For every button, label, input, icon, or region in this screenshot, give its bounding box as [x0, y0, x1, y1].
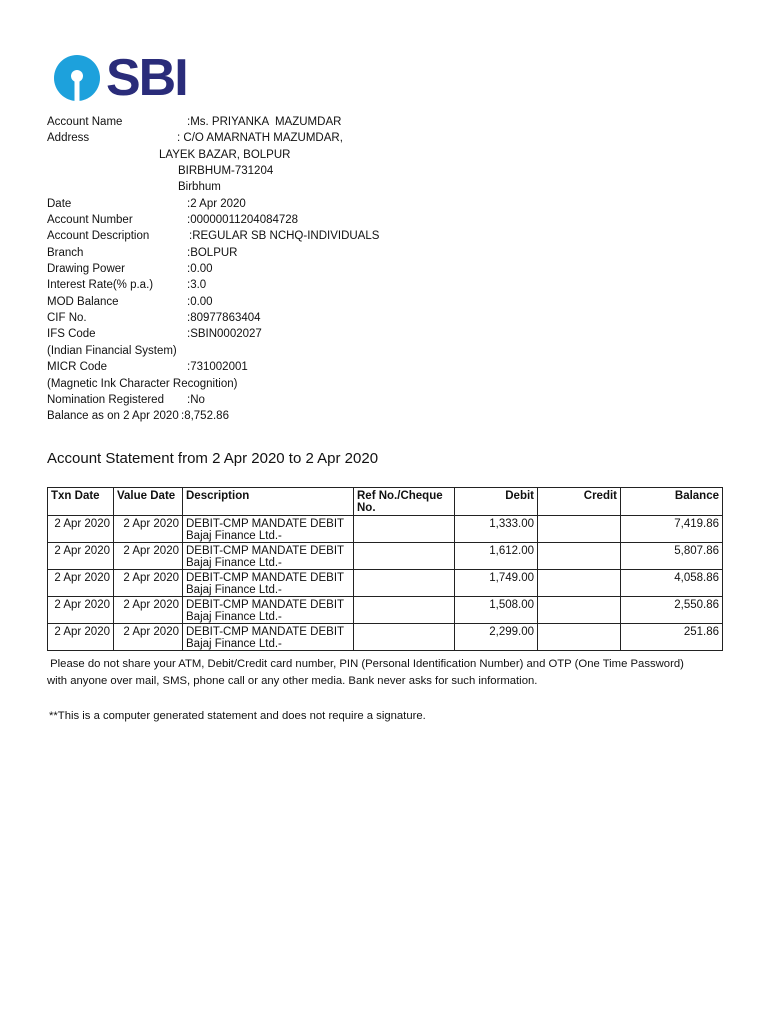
cell-txn-date: 2 Apr 2020: [48, 543, 114, 570]
col-credit: Credit: [538, 488, 621, 516]
field-label: Drawing Power: [47, 263, 125, 276]
field-value: :80977863404: [187, 312, 261, 325]
field-value: :BOLPUR: [187, 246, 238, 259]
col-description: Description: [183, 488, 354, 516]
description-line-2: Bajaj Finance Ltd.-: [186, 529, 282, 542]
cell-debit: 1,612.00: [455, 543, 538, 570]
description-line-1: DEBIT-CMP MANDATE DEBIT: [186, 572, 345, 584]
cell-description: [183, 570, 354, 597]
cell-debit: 1,508.00: [455, 597, 538, 624]
field-label: Interest Rate(% p.a.): [47, 279, 154, 292]
cell-value-date: 2 Apr 2020: [114, 570, 183, 597]
description-line-1: DEBIT-CMP MANDATE DEBIT: [186, 599, 345, 611]
cell-ref-no: [354, 597, 455, 624]
field-label: IFS Code: [47, 328, 96, 341]
sbi-logo: [54, 49, 187, 107]
field-value: :2 Apr 2020: [187, 197, 246, 210]
col-debit: Debit: [455, 488, 538, 516]
cell-ref-no: [354, 543, 455, 570]
cell-balance: 5,807.86: [621, 543, 723, 570]
notice-line-1: Please do not share your ATM, Debit/Credit card number, PIN (Personal Identification Number) and OTP (One Time Password): [47, 658, 684, 670]
table-header-row: [48, 488, 723, 516]
field-value: :0.00: [187, 263, 213, 276]
cell-credit: [538, 543, 621, 570]
cell-txn-date: 2 Apr 2020: [48, 570, 114, 597]
cell-value-date: 2 Apr 2020: [114, 597, 183, 624]
notice-line-2: with anyone over mail, SMS, phone call or any other media. Bank never asks for such information.: [47, 674, 538, 687]
col-balance: Balance: [621, 488, 723, 516]
table-row: [48, 570, 723, 597]
field-value: :Ms. PRIYANKA MAZUMDAR: [187, 116, 342, 128]
field-label: Account Name: [47, 116, 123, 128]
field-value: :00000011204084728: [187, 214, 299, 227]
cell-txn-date: 2 Apr 2020: [48, 597, 114, 624]
cell-credit: [538, 570, 621, 597]
cell-description: [183, 624, 354, 651]
field-value: :REGULAR SB NCHQ-INDIVIDUALS: [189, 230, 380, 243]
field-label: Nomination Registered: [47, 393, 164, 406]
field-label: (Magnetic Ink Character Recognition): [47, 377, 238, 390]
cell-txn-date: 2 Apr 2020: [48, 624, 114, 651]
field-label: Account Description: [47, 230, 150, 243]
sbi-keyhole-icon: [54, 55, 100, 101]
cell-balance: 251.86: [621, 624, 723, 651]
cell-value-date: 2 Apr 2020: [114, 516, 183, 543]
col-txn-date: Txn Date: [48, 488, 114, 516]
cell-value-date: 2 Apr 2020: [114, 624, 183, 651]
cell-description: [183, 597, 354, 624]
description-line-2: Bajaj Finance Ltd.-: [186, 583, 282, 596]
cell-credit: [538, 624, 621, 651]
field-value: :8,752.86: [181, 410, 229, 423]
field-value: :0.00: [187, 295, 213, 308]
footer-note: **This is a computer generated statement and does not require a signature.: [49, 710, 426, 722]
cell-debit: 1,333.00: [455, 516, 538, 543]
field-value: LAYEK BAZAR, BOLPUR: [159, 148, 291, 161]
field-value: Birbhum: [178, 181, 221, 194]
field-label: Date: [47, 197, 72, 210]
transactions-table: [47, 487, 723, 651]
cell-balance: 2,550.86: [621, 597, 723, 624]
col-value-date: Value Date: [114, 488, 183, 516]
description-line-1: DEBIT-CMP MANDATE DEBIT: [186, 518, 345, 530]
cell-balance: 4,058.86: [621, 570, 723, 597]
statement-title: Account Statement from 2 Apr 2020 to 2 Apr 2020: [47, 450, 379, 467]
cell-ref-no: [354, 516, 455, 543]
field-value: :No: [187, 393, 205, 406]
cell-debit: 2,299.00: [455, 624, 538, 651]
description-line-2: Bajaj Finance Ltd.-: [186, 610, 282, 623]
logo-text: SBI: [106, 49, 187, 107]
field-label: Address: [47, 132, 90, 145]
table-row: [48, 624, 723, 651]
table-row: [48, 516, 723, 543]
cell-debit: 1,749.00: [455, 570, 538, 597]
field-label: (Indian Financial System): [47, 344, 177, 357]
description-line-1: DEBIT-CMP MANDATE DEBIT: [186, 626, 345, 638]
field-value: BIRBHUM-731204: [178, 165, 274, 178]
field-value: :SBIN0002027: [187, 328, 262, 341]
field-label: MICR Code: [47, 361, 108, 374]
description-line-2: Bajaj Finance Ltd.-: [186, 637, 282, 650]
cell-value-date: 2 Apr 2020: [114, 543, 183, 570]
field-label: Branch: [47, 246, 84, 259]
table-row: [48, 597, 723, 624]
description-line-1: DEBIT-CMP MANDATE DEBIT: [186, 545, 345, 557]
field-value: :3.0: [187, 279, 207, 292]
col-ref-no: Ref No./Cheque No.: [354, 488, 455, 516]
field-label: Balance as on 2 Apr 2020: [47, 410, 179, 423]
table-row: [48, 543, 723, 570]
cell-credit: [538, 516, 621, 543]
cell-txn-date: 2 Apr 2020: [48, 516, 114, 543]
cell-ref-no: [354, 570, 455, 597]
field-value: : C/O AMARNATH MAZUMDAR,: [177, 132, 343, 145]
field-label: MOD Balance: [47, 295, 119, 308]
security-notice: [47, 656, 737, 689]
cell-description: [183, 543, 354, 570]
description-line-2: Bajaj Finance Ltd.-: [186, 556, 282, 569]
cell-ref-no: [354, 624, 455, 651]
cell-description: [183, 516, 354, 543]
field-value: :731002001: [187, 361, 248, 374]
field-label: Account Number: [47, 214, 133, 227]
field-label: CIF No.: [47, 312, 87, 325]
cell-balance: 7,419.86: [621, 516, 723, 543]
cell-credit: [538, 597, 621, 624]
